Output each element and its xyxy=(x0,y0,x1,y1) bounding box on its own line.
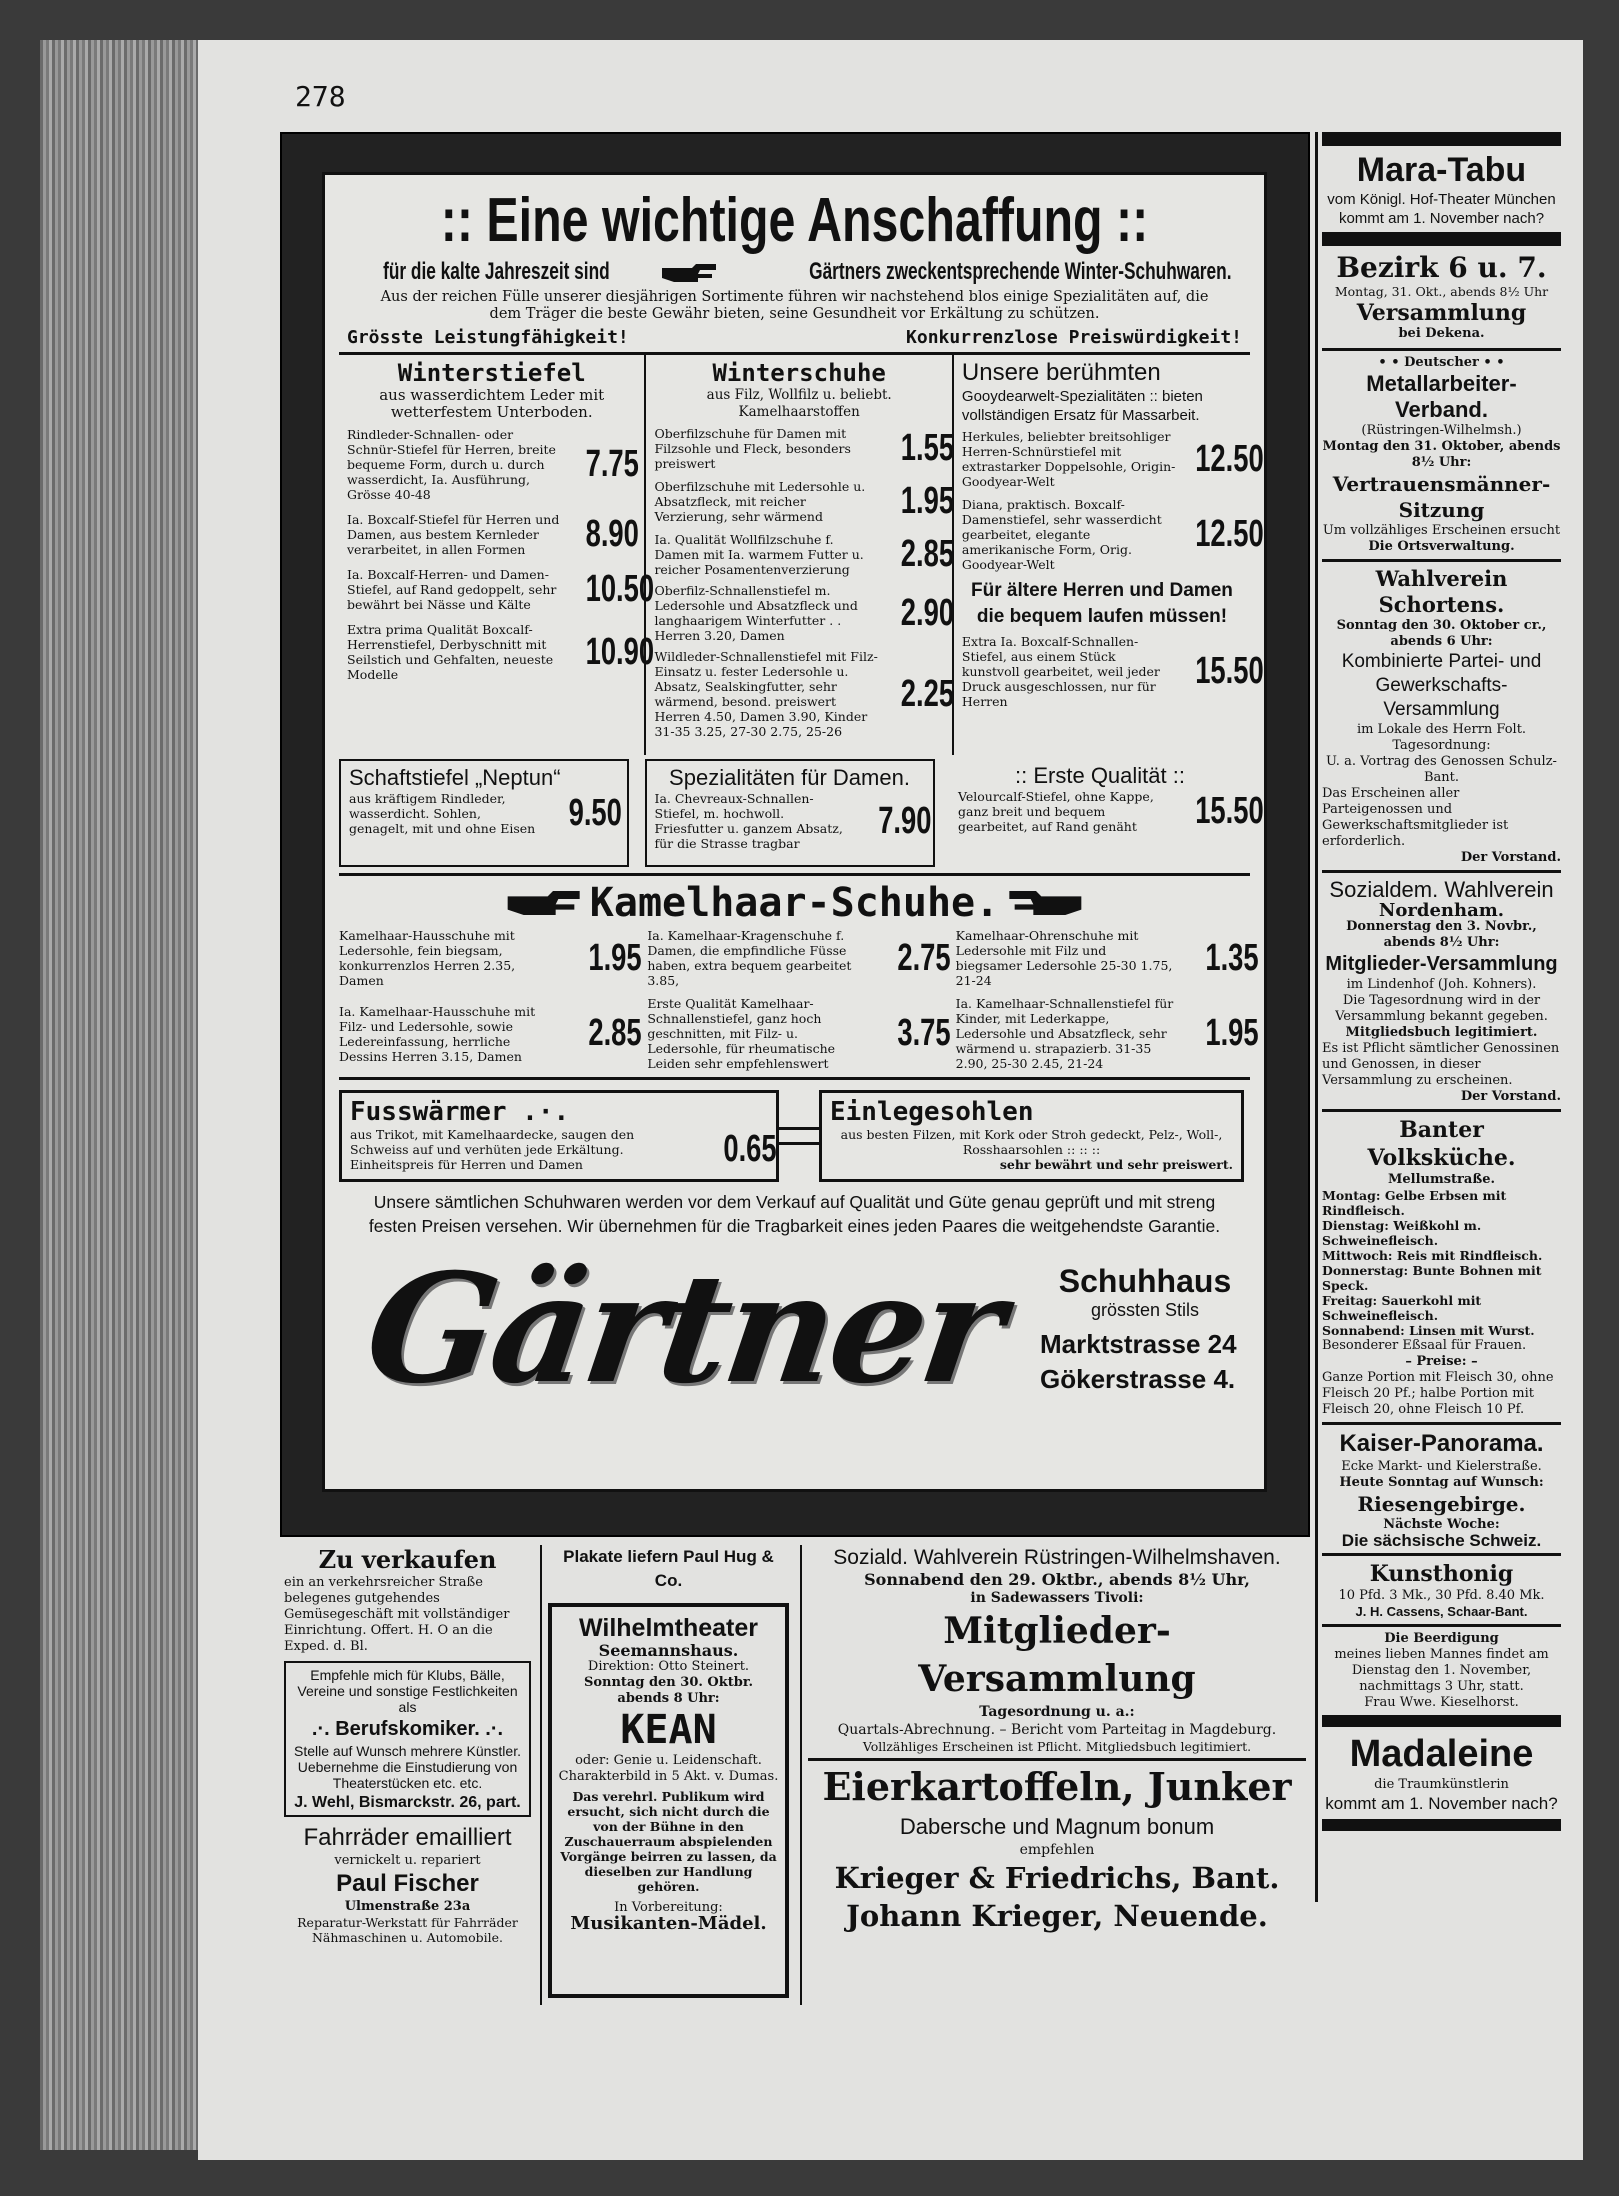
fahrrad-ad xyxy=(284,1823,531,1945)
list-item xyxy=(347,622,655,682)
eier-title: Eierkartoffeln, Junker xyxy=(822,1764,1292,1809)
wilhelm-date: Sonntag den 30. Oktbr. abends 8 Uhr: xyxy=(583,1675,754,1706)
ad-closing: Unsere sämtlichen Schuhwaren werden vor dem Verkauf auf Qualität und Güte genau geprüft und mit streng festen Preisen versehen. Wir übernehmen für die Tragbarkeit eines jeden Paares die weitgehendste Garantie. xyxy=(368,1192,1221,1236)
plakate: Plakate liefern Paul Hug & Co. xyxy=(563,1547,774,1590)
box-price: 15.50 xyxy=(1195,790,1264,832)
eier-emp: empfehlen xyxy=(1019,1842,1095,1858)
bezirk-title: Bezirk 6 u. 7. xyxy=(1336,251,1547,284)
item-text: Extra Ia. Boxcalf-Schnallen-Stiefel, aus einem Stück kunstvoll gearbeitet, weil jeder Druck ausgeschlossen, nur für Herren xyxy=(961,634,1160,709)
sozial-date: Sonnabend den 29. Oktbr., abends 8½ Uhr, xyxy=(864,1570,1250,1589)
nordenham-ad xyxy=(1322,873,1561,1112)
box-einlegesohlen xyxy=(819,1090,1244,1182)
wilhelm-play: KEAN xyxy=(620,1707,717,1753)
fuss-einlege-row xyxy=(339,1090,1250,1182)
fahr-name: Paul Fischer xyxy=(336,1870,479,1897)
panorama-title: Kaiser-Panorama. xyxy=(1339,1430,1544,1457)
col3-intro: Gooydearwelt-Spezialitäten :: bieten vollständigen Ersatz für Massarbeit. xyxy=(961,388,1203,424)
sozial-place: in Sadewassers Tivoli: xyxy=(970,1590,1144,1606)
dmv-date: Montag den 31. Oktober, abends 8½ Uhr: xyxy=(1322,439,1561,470)
item-text: Erste Qualität Kamelhaar-Schnallenstiefel, ganz hoch geschnitten, mit Filz- u. Ledersohle, für rheumatische Leiden sehr empfehlenswert xyxy=(647,996,836,1071)
divider xyxy=(339,873,1250,876)
honig-prices: 10 Pfd. 3 Mk., 30 Pfd. 8.40 Mk. xyxy=(1338,1588,1545,1603)
dmv-head: • • Deutscher • • xyxy=(1378,355,1505,370)
box-tail: sehr bewährt und sehr preiswert. xyxy=(999,1157,1233,1172)
menu-item: Sonnabend: Linsen mit Wurst. xyxy=(1322,1323,1535,1338)
item-text: Extra prima Qualität Boxcalf-Herrenstiefel, Derbyschnitt mit Seilstich und Gehfalten, neueste Modelle xyxy=(347,622,554,682)
madaleine-sub: die Traumkünstlerin xyxy=(1374,1777,1509,1792)
bezirk-ad xyxy=(1322,246,1561,351)
box-fusswaermer xyxy=(339,1090,779,1182)
box-damen xyxy=(645,759,935,867)
list-item xyxy=(339,928,642,988)
shop-address-line: Marktstrasse 24 xyxy=(1040,1329,1237,1359)
item-text: Ia. Kamelhaar-Kragenschuhe f. Damen, die empfindliche Füsse haben, extra bequem gearbeitet 3.85, xyxy=(647,928,852,988)
menu-item: Montag: Gelbe Erbsen mit Rindfleisch. xyxy=(1322,1188,1507,1218)
mara-text: vom Königl. Hof-Theater München kommt am 1. November nach? xyxy=(1327,191,1556,227)
box-text: aus Trikot, mit Kamelhaardecke, saugen den Schweiss auf und verhüten jede Erkältung. Einheitspreis für Herren und Damen xyxy=(350,1127,635,1172)
madaleine-text: kommt am 1. November nach? xyxy=(1325,1794,1558,1813)
list-item xyxy=(654,583,954,643)
ad-subline-right: Gärtners zweckentsprechende Winter-Schuhwaren. xyxy=(809,258,1232,285)
box-title: Fusswärmer .·. xyxy=(350,1097,570,1127)
list-item xyxy=(961,429,1264,489)
shop-address-line: Gökerstrasse 4. xyxy=(1040,1364,1236,1394)
schortens-sign: Der Vorstand. xyxy=(1460,850,1561,865)
norden-loc: im Lindenhof (Joh. Kohners). xyxy=(1346,977,1537,992)
ad-subline xyxy=(339,257,1250,287)
norden-sign: Der Vorstand. xyxy=(1460,1089,1561,1104)
menu-item: Mittwoch: Reis mit Rindfleisch. xyxy=(1322,1248,1543,1263)
norden-date: Donnerstag den 3. Novbr., abends 8½ Uhr: xyxy=(1346,919,1537,950)
beerdigung-ad xyxy=(1322,1627,1561,1727)
col2-title: Winterschuhe xyxy=(712,359,886,387)
schortens-title: Wahlverein Schortens. xyxy=(1375,566,1508,617)
page-number: 278 xyxy=(295,80,346,113)
komiker-addr: J. Wehl, Bismarckstr. 26, part. xyxy=(294,1794,521,1811)
sozial-note: Vollzähliges Erscheinen ist Pflicht. Mitgliedsbuch legitimiert. xyxy=(862,1739,1252,1754)
kamel-header xyxy=(339,880,1250,926)
col-winterstiefel xyxy=(339,355,655,755)
item-text: Oberfilzschuhe für Damen mit Filzsohle und Fleck, besonders preiswert xyxy=(654,426,851,471)
shop-title: Schuhhaus xyxy=(1058,1263,1232,1299)
eier-seller: Krieger & Friedrichs, Bant. xyxy=(834,1861,1280,1895)
menu-item: Donnerstag: Bunte Bohnen mit Speck. xyxy=(1322,1263,1542,1293)
item-text: Ia. Boxcalf-Herren- und Damen-Stiefel, auf Rand gedoppelt, sehr bewährt bei Nässe und Kälte xyxy=(347,567,557,612)
wilhelm-play-desc: Charakterbild in 5 Akt. v. Dumas. xyxy=(558,1769,779,1784)
komiker-title: .·. Berufskomiker. .·. xyxy=(311,1718,504,1740)
item-text: Herkules, beliebter breitsohliger Herren-Schnürstiefel mit extrastarker Doppelsohle, Origin-Goodyear-Welt xyxy=(961,429,1176,489)
wilhelmtheater-ad xyxy=(548,1603,789,1998)
list-item xyxy=(647,928,951,988)
box-title: Spezialitäten für Damen. xyxy=(669,765,910,790)
box-text: Ia. Chevreaux-Schnallen-Stiefel, m. hochwoll. Friesfutter u. ganzem Absatz, für die Strasse tragbar xyxy=(654,791,843,851)
komiker-ad xyxy=(284,1661,531,1817)
panorama-next-show: Die sächsische Schweiz. xyxy=(1341,1531,1542,1550)
bezirk-date: Montag, 31. Okt., abends 8½ Uhr xyxy=(1334,284,1549,299)
item-text: Diana, praktisch. Boxcalf-Damenstiefel, sehr wasserdicht gearbeitet, elegante amerikanische Form, Orig. Goodyear-Welt xyxy=(961,497,1162,572)
item-price: 2.85 xyxy=(588,1012,642,1054)
list-item xyxy=(654,479,954,524)
list-item xyxy=(654,649,954,739)
ad-boxes xyxy=(339,759,1264,867)
eier-sub: Dabersche und Magnum bonum xyxy=(899,1814,1215,1839)
list-item xyxy=(961,634,1264,709)
norden-place: Nordenham. xyxy=(1378,900,1505,921)
box-text: aus besten Filzen, mit Kork oder Stroh gedeckt, Pelz-, Woll-, Rosshaarsohlen :: :: :: xyxy=(840,1127,1223,1157)
wilhelm-next: Musikanten-Mädel. xyxy=(570,1913,767,1934)
bezirk-event: Versammlung xyxy=(1356,300,1527,326)
volks-street: Mellumstraße. xyxy=(1387,1172,1495,1187)
volks-prices-head: – Preise: – xyxy=(1405,1354,1478,1369)
norden-event: Mitglieder-Versammlung xyxy=(1325,953,1558,975)
col-winterschuhe xyxy=(646,355,953,755)
bottom-col2 xyxy=(540,1545,795,2005)
norden-title: Sozialdem. Wahlverein xyxy=(1329,877,1554,902)
list-item xyxy=(654,426,954,471)
shop-subtitle: grössten Stils xyxy=(1090,1300,1200,1320)
schortens-tag: Tagesordnung: xyxy=(1392,738,1491,753)
fahr-sub: vernickelt u. repariert xyxy=(334,1853,481,1868)
slogan-left: Grösste Leistungfähigkeit! xyxy=(347,327,629,348)
kamel-grid xyxy=(339,928,1259,1071)
honig-title: Kunsthonig xyxy=(1369,1561,1514,1587)
schortens-date: Sonntag den 30. Oktober cr., abends 6 Uhr: xyxy=(1336,618,1547,649)
fahr-addr: Ulmenstraße 23a xyxy=(344,1899,471,1914)
volks-prices: Ganze Portion mit Fleisch 30, ohne Fleisch 20 Pf.; halbe Portion mit Fleisch 20, ohne Fleisch 10 Pf. xyxy=(1322,1370,1554,1417)
col1-title: Winterstiefel xyxy=(397,359,586,387)
beerd-text: meines lieben Mannes findet am Dienstag den 1. November, nachmittags 3 Uhr, statt. xyxy=(1334,1647,1549,1694)
ad-slogans xyxy=(339,325,1250,352)
sozial-event: Mitglieder-Versammlung xyxy=(918,1610,1196,1700)
ad-subline-left: für die kalte Jahreszeit sind xyxy=(383,258,610,285)
dmv-ad xyxy=(1322,351,1561,562)
book-spine xyxy=(40,40,200,2150)
equals-connector xyxy=(779,1127,819,1145)
panorama-show: Riesengebirge. xyxy=(1357,1492,1526,1516)
eier-seller: Johann Krieger, Neuende. xyxy=(846,1899,1268,1933)
col-goodyear xyxy=(954,355,1264,755)
norden-note2: Es ist Pflicht sämtlicher Genossinen und Genossen, in dieser Versammlung zu erscheinen. xyxy=(1322,1041,1560,1088)
ad-headline: :: Eine wichtige Anschaffung :: xyxy=(440,186,1149,255)
item-price: 2.90 xyxy=(900,591,954,634)
item-price: 1.95 xyxy=(588,936,642,979)
madaleine-ad xyxy=(1322,1727,1561,1831)
list-item xyxy=(339,996,642,1071)
bottom-col3 xyxy=(800,1545,1312,2005)
divider xyxy=(339,1077,1250,1080)
verkauf-text: ein an verkehrsreicher Straße belegenes gutgehendes Gemüsegeschäft mit vollständiger Einrichtung. Offert. H. O an die Exped. d. Bl. xyxy=(284,1575,510,1654)
komiker-intro: Empfehle mich für Klubs, Bälle, Vereine und sonstige Festlichkeiten als xyxy=(297,1667,518,1715)
box-text: aus kräftigem Rindleder, wasserdicht. Sohlen, genagelt, mit und ohne Eisen xyxy=(349,791,536,836)
item-text: Oberfilz-Schnallenstiefel m. Ledersohle und Absatzfleck und langhaarigem Winterfutter . . Herren 3.20, Damen xyxy=(654,583,858,643)
schortens-note: Das Erscheinen aller Parteigenossen und Gewerkschaftsmitglieder ist erforderlich. xyxy=(1322,786,1509,849)
volks-women: Besonderer Eßsaal für Frauen. xyxy=(1322,1338,1527,1353)
list-item xyxy=(347,427,640,502)
sozial-agenda: Quartals-Abrechnung. – Bericht vom Parteitag in Magdeburg. xyxy=(837,1722,1277,1738)
shop-address xyxy=(1040,1263,1250,1395)
panorama-ad xyxy=(1322,1425,1561,1556)
honig-seller: J. H. Cassens, Schaar-Bant. xyxy=(1355,1604,1528,1619)
item-price: 1.95 xyxy=(1205,1012,1259,1054)
item-price: 10.90 xyxy=(586,630,655,673)
box-price: 0.65 xyxy=(723,1128,777,1170)
item-price: 15.50 xyxy=(1195,650,1264,692)
item-text: Kamelhaar-Hausschuhe mit Ledersohle, fein biegsam, konkurrenzlos Herren 2.35, Damen xyxy=(339,928,516,988)
menu-item: Dienstag: Weißkohl m. Schweinefleisch. xyxy=(1322,1218,1482,1248)
dmv-note: Um vollzähliges Erscheinen ersucht xyxy=(1322,523,1561,538)
menu-item: Freitag: Sauerkohl mit Schweinefleisch. xyxy=(1322,1293,1482,1323)
box-price: 7.90 xyxy=(877,799,931,842)
pointing-hand-icon xyxy=(505,888,585,918)
dmv-event: Vertrauensmänner-Sitzung xyxy=(1332,472,1551,522)
fahr-text: Reparatur-Werkstatt für Fahrräder Nähmaschinen u. Automobile. xyxy=(297,1915,518,1945)
gaertner-ad xyxy=(322,172,1267,1492)
brand-logo: Gärtner xyxy=(356,1241,1011,1417)
sozial-title: Soziald. Wahlverein Rüstringen-Wilhelmshaven. xyxy=(833,1546,1281,1569)
item-text: Oberfilzschuhe mit Ledersohle u. Absatzfleck, mit reicher Verzierung, sehr wärmend xyxy=(654,479,866,524)
item-price: 1.55 xyxy=(900,427,954,469)
item-price: 8.90 xyxy=(586,513,640,555)
dmv-sub: (Rüstringen-Wilhelmsh.) xyxy=(1361,423,1522,438)
col2-intro: aus Filz, Wollfilz u. beliebt. Kamelhaarstoffen xyxy=(706,387,892,420)
item-text: Ia. Qualität Wollfilzschuhe f. Damen mit Ia. warmem Futter u. reicher Posamentenverzierung xyxy=(654,532,864,577)
item-price: 1.35 xyxy=(1205,936,1259,979)
box-title: Schaftstiefel „Neptun“ xyxy=(349,765,561,790)
box-text: Velourcalf-Stiefel, ohne Kappe, ganz breit und bequem gearbeitet, auf Rand genäht xyxy=(958,789,1154,834)
list-item xyxy=(647,996,951,1071)
mara-ad xyxy=(1322,132,1561,246)
right-column xyxy=(1315,132,1565,1902)
wilhelm-sub: Seemannshaus. xyxy=(598,1641,739,1660)
item-price: 12.50 xyxy=(1195,437,1264,480)
dmv-sign: Die Ortsverwaltung. xyxy=(1368,539,1515,554)
madaleine-title: Madaleine xyxy=(1349,1733,1534,1775)
norden-legit: Mitgliedsbuch legitimiert. xyxy=(1345,1025,1538,1040)
item-price: 1.95 xyxy=(900,480,954,522)
beerd-title: Die Beerdigung xyxy=(1384,1631,1499,1646)
list-item xyxy=(955,996,1259,1071)
ad-intro: Aus der reichen Fülle unserer diesjährigen Sortimente führen wir nachstehend blos einige Spezialitäten auf, die dem Träger die beste Gewähr bieten, seine Gesundheit vor Erkältung zu schützen. xyxy=(380,289,1209,322)
box-erste xyxy=(950,759,1264,867)
list-item xyxy=(654,532,954,577)
wilhelm-title: Wilhelmtheater xyxy=(579,1614,758,1642)
schortens-ad xyxy=(1322,562,1561,873)
wilhelm-note: Das verehrl. Publikum wird ersucht, sich nicht durch die von der Bühne in den Zuschauerraum abspielenden Vorgänge beirren zu lassen, da dieselben zur Handlung gehören. xyxy=(560,1789,777,1894)
schortens-agenda: U. a. Vortrag des Genossen Schulz-Bant. xyxy=(1326,754,1557,785)
item-price: 10.50 xyxy=(586,568,655,610)
box-title: :: Erste Qualität :: xyxy=(1015,763,1185,788)
wilhelm-prep: In Vorbereitung: xyxy=(614,1900,723,1915)
list-item xyxy=(961,497,1264,572)
norden-note: Die Tagesordnung wird in der Versammlung bekannt gegeben. xyxy=(1335,993,1548,1024)
panorama-addr: Ecke Markt- und Kielerstraße. xyxy=(1341,1459,1542,1474)
col3-title: Unsere berühmten xyxy=(961,359,1161,386)
item-text: Ia. Kamelhaar-Schnallenstiefel für Kinder, mit Lederkappe, Ledersohle und Absatzfleck, sehr wärmend u. strapazierb. 31-35 2.90, 25-30 2.45, 21-24 xyxy=(955,996,1174,1071)
item-price: 3.75 xyxy=(897,1012,951,1054)
volkskueche-ad xyxy=(1322,1112,1561,1425)
item-price: 2.85 xyxy=(900,533,954,575)
item-price: 12.50 xyxy=(1195,513,1264,555)
item-text: Kamelhaar-Ohrenschuhe mit Ledersohle mit Filz und biegsamer Ledersohle 25-30 1.75, 21-24 xyxy=(955,928,1173,988)
schortens-place: im Lokale des Herrn Folt. xyxy=(1356,722,1527,737)
mara-title: Mara-Tabu xyxy=(1356,151,1527,189)
box-price: 9.50 xyxy=(568,792,622,834)
box-title: Einlegesohlen xyxy=(830,1097,1034,1127)
ad-columns xyxy=(339,355,1264,755)
wilhelm-dir: Direktion: Otto Steinert. xyxy=(587,1659,750,1674)
col3-older: Für ältere Herren und Damen die bequem laufen müssen! xyxy=(971,580,1233,627)
panorama-next: Nächste Woche: xyxy=(1383,1517,1500,1532)
sozial-tag: Tagesordnung u. a.: xyxy=(979,1704,1135,1720)
item-text: Ia. Boxcalf-Stiefel für Herren und Damen, aus bestem Kernleder verarbeitet, in allen Formen xyxy=(347,512,560,557)
list-item xyxy=(955,928,1259,988)
dmv-title: Metallarbeiter-Verband. xyxy=(1366,371,1517,422)
col1-intro: aus wasserdichtem Leder mit wetterfestem Unterboden. xyxy=(379,386,605,421)
item-price: 2.75 xyxy=(897,936,951,979)
item-text: Wildleder-Schnallenstiefel mit Filz-Einsatz u. fester Ledersohle u. Absatz, Sealskingfutter, sehr wärmend, besond. preiswert Herren 4.50, Damen 3.90, Kinder 31-35 3.25, 27-30 2.75, 25-26 xyxy=(654,649,878,739)
wilhelm-play-sub: oder: Genie u. Leidenschaft. xyxy=(575,1753,762,1768)
item-text: Rindleder-Schnallen- oder Schnür-Stiefel für Herren, breite bequeme Form, durch u. durch wasserdicht, Ia. Ausführung, Grösse 40-48 xyxy=(347,427,556,502)
pointing-hand-icon xyxy=(660,262,720,284)
panorama-today: Heute Sonntag auf Wunsch: xyxy=(1339,1475,1544,1490)
pointing-hand-icon xyxy=(1004,888,1084,918)
brand-row xyxy=(339,1241,1250,1417)
fahr-title: Fahrräder emailliert xyxy=(303,1824,512,1851)
verkauf-title: Zu verkaufen xyxy=(318,1545,497,1574)
box-neptun xyxy=(339,759,629,867)
komiker-text: Stelle auf Wunsch mehrere Künstler. Uebernehme die Einstudierung von Theaterstücken etc. etc. xyxy=(294,1743,521,1791)
bezirk-place: bei Dekena. xyxy=(1398,326,1485,341)
item-text: Ia. Kamelhaar-Hausschuhe mit Filz- und Ledersohle, sowie Ledereinfassung, herrliche Dessins Herren 3.15, Damen xyxy=(339,1003,536,1064)
list-item xyxy=(347,567,655,612)
item-price: 2.25 xyxy=(900,672,954,715)
kamel-title: Kamelhaar-Schuhe. xyxy=(589,880,1000,926)
volks-title: Banter Volksküche. xyxy=(1367,1117,1516,1171)
item-price: 7.75 xyxy=(586,443,640,485)
schortens-event: Kombinierte Partei- und Gewerkschafts-Versammlung xyxy=(1341,651,1542,720)
bottom-col1 xyxy=(280,1545,535,2005)
honig-ad xyxy=(1322,1556,1561,1627)
list-item xyxy=(347,512,640,557)
slogan-right: Konkurrenzlose Preiswürdigkeit! xyxy=(906,327,1242,348)
beerd-sign: Frau Wwe. Kieselhorst. xyxy=(1364,1695,1519,1710)
